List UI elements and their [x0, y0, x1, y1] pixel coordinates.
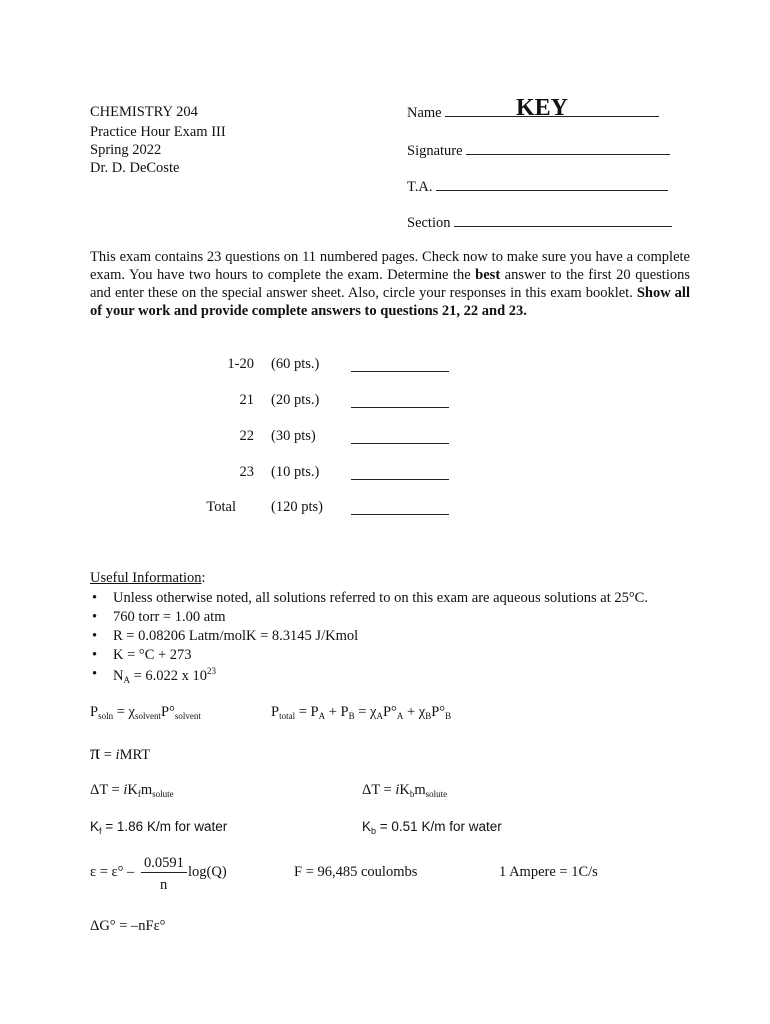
instructions-paragraph — [90, 248, 690, 320]
avogadro-constant — [113, 666, 216, 685]
score-row-label: 1-20 — [227, 356, 254, 372]
nernst-numerator: 0.0591 — [144, 855, 184, 871]
score-row-blank[interactable] — [351, 443, 449, 444]
signature-label: Signature — [407, 143, 463, 159]
dt-m: m — [414, 782, 426, 798]
bullet-icon: • — [92, 647, 98, 663]
raoult-total-equation: $P_{total} = P_A + P_B = \chi_AP^\circ_A + \chi_BP^\circ_B$ — [271, 704, 452, 721]
avogadro-n: N — [113, 668, 124, 684]
useful-info-item: R = 0.08206 Latm/molK = 8.3145 J/Kmol — [113, 628, 359, 644]
score-row-blank-total[interactable] — [351, 514, 449, 515]
exam-term: Spring 2022 — [90, 142, 162, 158]
kf-value: = 1.86 K/m for water — [101, 819, 228, 834]
bullet-icon: • — [92, 666, 98, 682]
bullet-icon: • — [92, 628, 98, 644]
score-row-points: (60 pts.) — [271, 356, 320, 372]
osmotic-i: i — [115, 747, 120, 763]
useful-info-item: Unless otherwise noted, all solutions referred to on this exam are aqueous solutions at 25°C. — [113, 590, 648, 606]
useful-info-colon: : — [201, 570, 206, 586]
instructions-best: best — [475, 267, 501, 283]
avogadro-value: = 6.022 x 10 — [129, 668, 208, 684]
nernst-left: ε = ε° – — [90, 864, 135, 880]
eq-p-sub: soln — [98, 711, 114, 721]
eq-chi: = χ — [113, 704, 135, 720]
kb-sub: b — [371, 826, 377, 836]
bullet-icon: • — [92, 609, 98, 625]
useful-info-heading-text: Useful Information — [90, 570, 202, 586]
eq-p0: P° — [160, 704, 175, 720]
dt-delta: ΔT = — [90, 782, 124, 798]
kf-constant — [90, 819, 227, 836]
eq-chi-sub: solvent — [134, 711, 161, 721]
kf-sub: f — [99, 826, 102, 836]
osmotic-eq: = — [100, 747, 116, 763]
dt-k-sub: b — [409, 789, 415, 799]
dt-k-sub: f — [137, 789, 141, 799]
course-title: CHEMISTRY 204 — [90, 104, 198, 120]
raoult-single-equation — [90, 704, 201, 721]
ampere-definition: 1 Ampere = 1C/s — [499, 864, 598, 880]
score-row-blank[interactable] — [351, 479, 449, 480]
kb-constant — [362, 819, 502, 836]
boiling-point-equation — [362, 782, 447, 799]
ta-label: T.A. — [407, 179, 433, 195]
signature-blank — [466, 142, 670, 155]
score-row-label: 23 — [239, 464, 254, 480]
eq-p0-sub: solvent — [174, 711, 201, 721]
dt-m: m — [140, 782, 153, 798]
pi-symbol: π — [90, 742, 101, 764]
section-label: Section — [407, 215, 451, 231]
exam-title: Practice Hour Exam III — [90, 124, 226, 140]
dt-delta: ΔT = — [362, 782, 396, 798]
score-row-label-total: Total — [206, 499, 236, 515]
eq-p: P — [90, 704, 99, 720]
nernst-log: log(Q) — [188, 864, 227, 880]
freezing-point-equation — [90, 782, 174, 799]
dt-k: K — [127, 782, 138, 798]
score-row-points-total: (120 pts) — [271, 499, 323, 515]
dt-m-sub: solute — [152, 789, 174, 799]
signature-field[interactable] — [407, 142, 670, 160]
useful-info-item: 760 torr = 1.00 atm — [113, 609, 226, 625]
faraday-constant: F = 96,485 coulombs — [294, 864, 418, 880]
section-blank — [454, 214, 672, 227]
score-row-points: (30 pts) — [271, 428, 316, 444]
dt-i: i — [395, 782, 400, 798]
score-row-label: 21 — [239, 392, 254, 408]
score-row-blank[interactable] — [351, 371, 449, 372]
name-label: Name — [407, 105, 442, 121]
avogadro-exp: 23 — [207, 666, 217, 676]
section-field[interactable] — [407, 214, 672, 232]
instructor-name: Dr. D. DeCoste — [90, 160, 180, 176]
score-row-points: (20 pts.) — [271, 392, 320, 408]
gibbs-equation: ΔG° = –nFε° — [90, 918, 166, 934]
instructions-text: This exam contains 23 questions on 11 numbered pages. Check now to make sure you have a complete exam. You have two hours to complete the exam. Determine the — [90, 249, 690, 283]
kb-k: K — [362, 819, 372, 834]
score-row-points: (10 pts.) — [271, 464, 320, 480]
kb-value: = 0.51 K/m for water — [376, 819, 502, 834]
dt-i: i — [123, 782, 128, 798]
osmotic-pressure-equation — [90, 742, 150, 765]
osmotic-mrt: MRT — [119, 747, 151, 763]
kf-k: K — [90, 819, 100, 834]
score-row-blank[interactable] — [351, 407, 449, 408]
instructions-text2: answer to the first 20 questions and enter these on the special answer sheet. Also, circle your responses in this exam booklet. — [90, 267, 690, 301]
ta-field[interactable] — [407, 178, 668, 196]
fraction-bar — [141, 872, 187, 873]
score-row-label: 22 — [239, 428, 254, 444]
dt-k: K — [399, 782, 410, 798]
useful-info-item: K = °C + 273 — [113, 647, 192, 663]
instructions-bold-tail: Show all of your work and provide complete answers to questions 21, 22 and 23. — [90, 285, 690, 319]
avogadro-sub: A — [123, 675, 130, 685]
ta-blank — [436, 178, 668, 191]
useful-info-heading — [90, 570, 206, 587]
dt-m-sub: solute — [425, 789, 448, 799]
bullet-icon: • — [92, 590, 98, 606]
name-value-key: KEY — [516, 95, 569, 121]
nernst-denominator: n — [160, 877, 168, 893]
